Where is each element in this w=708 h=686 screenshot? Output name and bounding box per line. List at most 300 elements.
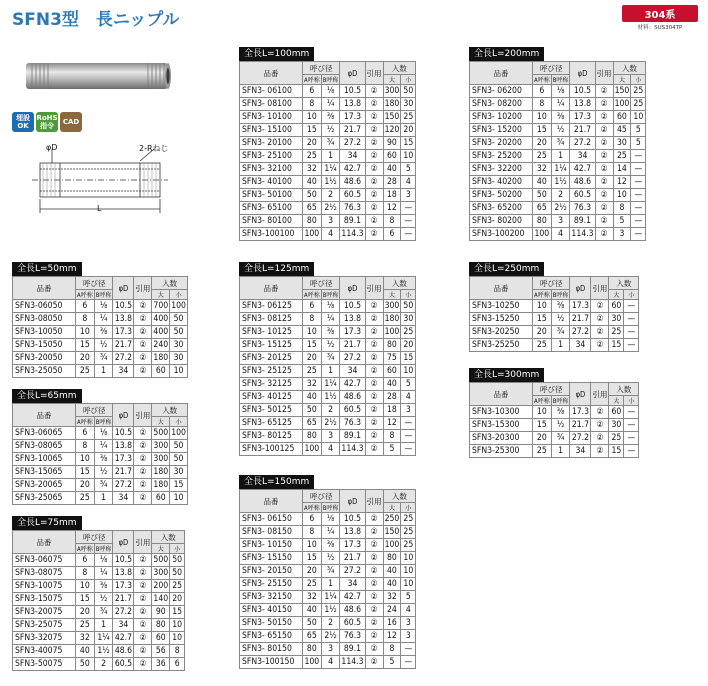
cell-diameter: 34 bbox=[340, 578, 365, 591]
material-badge bbox=[622, 5, 698, 31]
cell-qty-small: 25 bbox=[401, 111, 416, 124]
cell-b-size: ⅛ bbox=[94, 554, 113, 567]
cell-reference: ② bbox=[591, 432, 609, 445]
header-b-size: B呼称 bbox=[551, 396, 570, 406]
table-row bbox=[470, 326, 639, 339]
table-title: 全長L=300mm bbox=[469, 368, 544, 382]
cell-part-number: SFN3-06050 bbox=[13, 300, 76, 313]
spec-table-block bbox=[12, 510, 185, 671]
cell-diameter: 21.7 bbox=[570, 124, 595, 137]
cell-diameter: 34 bbox=[570, 150, 595, 163]
table-row bbox=[240, 526, 416, 539]
cell-part-number: SFN3-25250 bbox=[470, 339, 533, 352]
cell-diameter: 10.5 bbox=[340, 85, 365, 98]
cell-a-size: 15 bbox=[303, 124, 322, 137]
cell-part-number: SFN3-20050 bbox=[13, 352, 76, 365]
cell-qty-small: 20 bbox=[401, 124, 416, 137]
header-reference: 引用 bbox=[365, 490, 383, 513]
cell-part-number: SFN3- 32100 bbox=[240, 163, 303, 176]
cell-qty-small: 5 bbox=[401, 163, 416, 176]
cell-diameter: 34 bbox=[340, 365, 365, 378]
header-diameter: φD bbox=[570, 277, 591, 300]
cell-qty-small: — bbox=[624, 406, 639, 419]
cell-b-size: ⅜ bbox=[321, 326, 340, 339]
cell-b-size: 1½ bbox=[321, 604, 340, 617]
header-qty-small: 小 bbox=[170, 544, 185, 554]
cell-a-size: 20 bbox=[76, 352, 95, 365]
cell-qty-large: 5 bbox=[383, 443, 401, 456]
cell-a-size: 25 bbox=[303, 578, 322, 591]
spec-table-block bbox=[12, 256, 188, 378]
cell-a-size: 20 bbox=[533, 432, 552, 445]
cell-reference: ② bbox=[365, 443, 383, 456]
cell-qty-large: 100 bbox=[384, 540, 400, 550]
cell-a-size: 6 bbox=[533, 85, 552, 98]
cell-part-number: SFN3- 15125 bbox=[240, 339, 303, 352]
header-a-size: A呼称 bbox=[76, 544, 95, 554]
cell-diameter: 76.3 bbox=[340, 630, 365, 643]
cell-qty-large: 200 bbox=[153, 581, 169, 591]
cell-reference: ② bbox=[595, 202, 613, 215]
cell-part-number: SFN3-100150 bbox=[240, 656, 303, 669]
cell-part-number: SFN3- 10150 bbox=[240, 539, 303, 552]
cell-qty-large: 30 bbox=[613, 137, 631, 150]
cell-qty-small: 10 bbox=[401, 150, 416, 163]
header-a-size: A呼称 bbox=[303, 75, 322, 85]
cell-qty-small: — bbox=[401, 202, 416, 215]
cell-b-size: 2 bbox=[321, 189, 340, 202]
cell-qty-small: 10 bbox=[170, 492, 188, 505]
header-qty-small: 小 bbox=[170, 417, 188, 427]
cell-a-size: 20 bbox=[533, 326, 552, 339]
table-row bbox=[240, 513, 416, 526]
cell-diameter: 42.7 bbox=[340, 378, 365, 391]
cell-part-number: SFN3- 10100 bbox=[240, 111, 303, 124]
cell-qty-small: 20 bbox=[170, 593, 185, 606]
diameter-label: φD bbox=[46, 143, 58, 152]
cell-reference: ② bbox=[134, 593, 152, 606]
cell-a-size: 15 bbox=[533, 419, 552, 432]
cell-reference: ② bbox=[365, 643, 383, 656]
cell-a-size: 20 bbox=[303, 565, 322, 578]
cell-qty-small: 4 bbox=[401, 604, 416, 617]
header-quantity: 入数 bbox=[152, 404, 188, 417]
cell-diameter: 114.3 bbox=[341, 229, 364, 239]
cell-qty-large: 8 bbox=[383, 643, 401, 656]
cell-qty-large: 25 bbox=[613, 150, 631, 163]
cell-b-size: ¾ bbox=[94, 479, 113, 492]
cell-qty-small: 50 bbox=[170, 453, 188, 466]
table-row bbox=[240, 391, 416, 404]
cell-reference: ② bbox=[365, 630, 383, 643]
spec-table bbox=[12, 403, 188, 505]
cell-part-number: SFN3- 08150 bbox=[240, 526, 303, 539]
cell-a-size: 25 bbox=[303, 365, 322, 378]
table-row bbox=[13, 632, 185, 645]
table-row bbox=[470, 85, 646, 98]
table-row bbox=[470, 137, 646, 150]
table-row bbox=[240, 176, 416, 189]
cell-a-size: 20 bbox=[76, 606, 95, 619]
cell-part-number: SFN3- 15100 bbox=[240, 124, 303, 137]
cell-b-size: 2½ bbox=[321, 417, 340, 430]
cell-part-number: SFN3-08075 bbox=[13, 567, 76, 580]
cell-b-size: ¾ bbox=[551, 326, 570, 339]
cell-reference: ② bbox=[595, 176, 613, 189]
cell-reference: ② bbox=[365, 98, 383, 111]
cell-b-size: ⅛ bbox=[321, 85, 340, 98]
cell-qty-small: 25 bbox=[631, 98, 646, 111]
header-part-number: 品番 bbox=[13, 404, 76, 427]
cell-part-number: SFN3-08050 bbox=[13, 313, 76, 326]
header-part-number: 品番 bbox=[470, 383, 533, 406]
table-row bbox=[13, 339, 188, 352]
cell-qty-small: 4 bbox=[401, 391, 416, 404]
table-row bbox=[13, 580, 185, 593]
cell-reference: ② bbox=[365, 513, 383, 526]
cell-b-size: 2½ bbox=[321, 630, 340, 643]
header-part-number: 品番 bbox=[13, 277, 76, 300]
cell-qty-large: 240 bbox=[153, 340, 169, 350]
cell-qty-small: 25 bbox=[170, 580, 185, 593]
cell-reference: ② bbox=[365, 591, 383, 604]
cell-qty-large: 300 bbox=[384, 301, 400, 311]
cell-a-size: 8 bbox=[303, 98, 322, 111]
table-row bbox=[240, 539, 416, 552]
cell-qty-small: 50 bbox=[170, 326, 188, 339]
cell-qty-small: — bbox=[624, 419, 639, 432]
cell-qty-large: 300 bbox=[153, 568, 169, 578]
cell-part-number: SFN3-32075 bbox=[13, 632, 76, 645]
cell-part-number: SFN3-100200 bbox=[470, 228, 533, 241]
cell-qty-small: 3 bbox=[401, 189, 416, 202]
header-b-size: B呼称 bbox=[551, 75, 570, 85]
cell-qty-small: — bbox=[624, 300, 639, 313]
cell-b-size: ¾ bbox=[321, 352, 340, 365]
table-row bbox=[240, 150, 416, 163]
header-qty-large: 大 bbox=[152, 544, 170, 554]
table-title: 全長L=65mm bbox=[12, 389, 82, 403]
cell-a-size: 6 bbox=[76, 300, 95, 313]
cell-qty-small: 50 bbox=[170, 440, 188, 453]
cell-a-size: 25 bbox=[533, 445, 552, 458]
cell-diameter: 27.2 bbox=[340, 565, 365, 578]
header-quantity: 入数 bbox=[383, 490, 416, 503]
cell-qty-small: — bbox=[624, 445, 639, 458]
cell-a-size: 32 bbox=[303, 163, 322, 176]
header-nominal-size: 呼び径 bbox=[76, 531, 113, 544]
cell-reference: ② bbox=[595, 228, 613, 241]
cell-qty-small: 30 bbox=[401, 98, 416, 111]
table-row bbox=[470, 202, 646, 215]
cell-reference: ② bbox=[134, 606, 152, 619]
cell-qty-large: 6 bbox=[383, 228, 401, 241]
table-row bbox=[470, 163, 646, 176]
cell-part-number: SFN3- 20100 bbox=[240, 137, 303, 150]
table-row bbox=[470, 445, 639, 458]
cell-qty-small: 30 bbox=[170, 352, 188, 365]
cell-b-size: ½ bbox=[551, 124, 570, 137]
cell-part-number: SFN3-20300 bbox=[470, 432, 533, 445]
table-row bbox=[240, 378, 416, 391]
cell-b-size: 1½ bbox=[94, 645, 113, 658]
cell-reference: ② bbox=[365, 378, 383, 391]
header-reference: 引用 bbox=[134, 531, 152, 554]
header-reference: 引用 bbox=[591, 277, 609, 300]
cell-qty-small: — bbox=[401, 228, 416, 241]
cell-qty-small: — bbox=[401, 215, 416, 228]
cell-qty-small: 25 bbox=[631, 85, 646, 98]
cell-a-size: 6 bbox=[76, 427, 95, 440]
cell-diameter: 76.3 bbox=[570, 202, 595, 215]
header-nominal-size: 呼び径 bbox=[303, 490, 340, 503]
cell-a-size: 80 bbox=[303, 215, 322, 228]
cell-qty-large: 60 bbox=[152, 492, 170, 505]
cell-reference: ② bbox=[365, 228, 383, 241]
cell-diameter: 114.3 bbox=[341, 657, 364, 667]
nipple-photo bbox=[22, 55, 172, 95]
material-grade: 304系 bbox=[622, 5, 698, 22]
cell-b-size: 1 bbox=[321, 578, 340, 591]
rohs-icon: RoHS 指令 bbox=[36, 114, 58, 130]
cell-qty-small: 20 bbox=[401, 339, 416, 352]
cell-a-size: 20 bbox=[76, 479, 95, 492]
table-row bbox=[13, 593, 185, 606]
table-row bbox=[240, 617, 416, 630]
cell-b-size: 2 bbox=[321, 404, 340, 417]
cell-diameter: 13.8 bbox=[114, 568, 133, 578]
cell-reference: ② bbox=[365, 417, 383, 430]
cell-qty-small: 50 bbox=[401, 300, 416, 313]
cell-qty-large: 3 bbox=[613, 228, 631, 241]
cell-reference: ② bbox=[365, 137, 383, 150]
cell-diameter: 21.7 bbox=[114, 594, 133, 604]
cell-reference: ② bbox=[595, 98, 613, 111]
cell-b-size: ⅜ bbox=[94, 580, 113, 593]
cell-b-size: 3 bbox=[551, 215, 570, 228]
cell-a-size: 10 bbox=[76, 453, 95, 466]
cell-a-size: 32 bbox=[303, 591, 322, 604]
cell-qty-small: 10 bbox=[170, 632, 185, 645]
cell-diameter: 34 bbox=[570, 445, 591, 458]
cell-qty-small: 5 bbox=[401, 591, 416, 604]
cell-part-number: SFN3- 80100 bbox=[240, 215, 303, 228]
cell-b-size: 1 bbox=[551, 150, 570, 163]
cell-b-size: 2½ bbox=[321, 202, 340, 215]
cell-qty-large: 12 bbox=[383, 417, 401, 430]
cell-qty-large: 400 bbox=[153, 314, 169, 324]
header-quantity: 入数 bbox=[609, 277, 639, 290]
cell-qty-large: 30 bbox=[609, 313, 624, 326]
cell-diameter: 10.5 bbox=[114, 555, 133, 565]
cell-qty-small: 15 bbox=[170, 479, 188, 492]
cell-reference: ② bbox=[134, 440, 152, 453]
cell-part-number: SFN3- 65200 bbox=[470, 202, 533, 215]
cell-reference: ② bbox=[365, 150, 383, 163]
cell-qty-large: 30 bbox=[609, 419, 624, 432]
cell-a-size: 15 bbox=[303, 552, 322, 565]
header-quantity: 入数 bbox=[152, 277, 188, 290]
cell-b-size: ¾ bbox=[551, 432, 570, 445]
cell-reference: ② bbox=[365, 163, 383, 176]
cell-part-number: SFN3- 20150 bbox=[240, 565, 303, 578]
cell-part-number: SFN3- 65125 bbox=[240, 417, 303, 430]
cell-b-size: ¼ bbox=[94, 440, 113, 453]
cell-qty-large: 700 bbox=[153, 301, 169, 311]
cell-reference: ② bbox=[134, 313, 152, 326]
cell-part-number: SFN3-15065 bbox=[13, 466, 76, 479]
table-row bbox=[240, 98, 416, 111]
cell-a-size: 32 bbox=[533, 163, 552, 176]
cell-part-number: SFN3- 40125 bbox=[240, 391, 303, 404]
cell-diameter: 48.6 bbox=[340, 176, 365, 189]
cell-qty-small: — bbox=[401, 417, 416, 430]
cell-part-number: SFN3- 10200 bbox=[470, 111, 533, 124]
cell-qty-large: 80 bbox=[152, 619, 170, 632]
cell-reference: ② bbox=[134, 580, 152, 593]
cell-qty-large: 180 bbox=[153, 480, 169, 490]
cell-part-number: SFN3-06065 bbox=[13, 427, 76, 440]
cell-b-size: ½ bbox=[321, 339, 340, 352]
cell-qty-small: 10 bbox=[401, 552, 416, 565]
cell-diameter: 10.5 bbox=[114, 428, 133, 438]
cell-part-number: SFN3- 80200 bbox=[470, 215, 533, 228]
cell-qty-small: 10 bbox=[401, 365, 416, 378]
cell-b-size: 1¼ bbox=[94, 632, 113, 645]
cell-diameter: 10.5 bbox=[570, 85, 595, 98]
cell-a-size: 10 bbox=[303, 326, 322, 339]
cell-diameter: 89.1 bbox=[340, 215, 365, 228]
table-row bbox=[240, 85, 416, 98]
cell-diameter: 13.8 bbox=[340, 526, 365, 539]
cell-b-size: ⅛ bbox=[94, 427, 113, 440]
cell-qty-small: 25 bbox=[401, 526, 416, 539]
header-quantity: 入数 bbox=[152, 531, 185, 544]
table-row bbox=[470, 98, 646, 111]
spec-table bbox=[469, 61, 646, 241]
cell-b-size: 1¼ bbox=[551, 163, 570, 176]
cell-diameter: 13.8 bbox=[570, 98, 595, 111]
header-qty-small: 小 bbox=[401, 503, 416, 513]
table-row bbox=[240, 300, 416, 313]
cell-reference: ② bbox=[134, 492, 152, 505]
cell-a-size: 65 bbox=[533, 202, 552, 215]
header-b-size: B呼称 bbox=[94, 417, 113, 427]
cell-diameter: 42.7 bbox=[114, 633, 133, 643]
cell-diameter: 17.3 bbox=[570, 111, 595, 124]
cell-a-size: 25 bbox=[533, 339, 552, 352]
cell-qty-large: 180 bbox=[153, 353, 169, 363]
cell-a-size: 8 bbox=[303, 526, 322, 539]
header-part-number: 品番 bbox=[470, 277, 533, 300]
cell-diameter: 48.6 bbox=[570, 176, 595, 189]
header-a-size: A呼称 bbox=[76, 417, 95, 427]
cell-qty-small: — bbox=[631, 228, 646, 241]
table-row bbox=[13, 453, 188, 466]
cell-a-size: 10 bbox=[533, 111, 552, 124]
cell-a-size: 15 bbox=[533, 313, 552, 326]
table-row bbox=[470, 432, 639, 445]
table-row bbox=[240, 313, 416, 326]
spec-table-block bbox=[239, 256, 416, 456]
header-b-size: B呼称 bbox=[94, 290, 113, 300]
cell-qty-large: 40 bbox=[383, 565, 401, 578]
cell-qty-large: 90 bbox=[383, 137, 401, 150]
cell-b-size: 2½ bbox=[551, 202, 570, 215]
table-row bbox=[240, 124, 416, 137]
header-diameter: φD bbox=[340, 62, 365, 85]
cell-part-number: SFN3- 32150 bbox=[240, 591, 303, 604]
cell-reference: ② bbox=[595, 137, 613, 150]
cell-reference: ② bbox=[365, 339, 383, 352]
cell-reference: ② bbox=[134, 453, 152, 466]
cell-diameter: 21.7 bbox=[340, 124, 365, 137]
cell-a-size: 8 bbox=[76, 567, 95, 580]
cell-diameter: 21.7 bbox=[571, 314, 590, 324]
cell-b-size: ¾ bbox=[94, 352, 113, 365]
cell-qty-large: 28 bbox=[383, 176, 401, 189]
cell-reference: ② bbox=[595, 111, 613, 124]
table-row bbox=[240, 111, 416, 124]
cell-b-size: 1 bbox=[94, 492, 113, 505]
table-row bbox=[13, 466, 188, 479]
cell-qty-small: 4 bbox=[401, 176, 416, 189]
table-row bbox=[240, 215, 416, 228]
header-nominal-size: 呼び径 bbox=[533, 62, 570, 75]
cell-reference: ② bbox=[591, 326, 609, 339]
cell-diameter: 10.5 bbox=[340, 513, 365, 526]
cell-reference: ② bbox=[365, 565, 383, 578]
cell-diameter: 17.3 bbox=[340, 326, 365, 339]
table-row bbox=[470, 228, 646, 241]
cell-reference: ② bbox=[595, 85, 613, 98]
header-part-number: 品番 bbox=[240, 277, 303, 300]
cell-qty-large: 120 bbox=[384, 125, 400, 135]
cell-b-size: ¼ bbox=[94, 313, 113, 326]
cell-diameter: 60.5 bbox=[340, 404, 365, 417]
cell-qty-small: — bbox=[624, 313, 639, 326]
table-row bbox=[13, 479, 188, 492]
cell-diameter: 76.3 bbox=[340, 417, 365, 430]
cell-part-number: SFN3- 40200 bbox=[470, 176, 533, 189]
cell-qty-large: 500 bbox=[153, 555, 169, 565]
cell-qty-small: 50 bbox=[401, 85, 416, 98]
spec-table-block bbox=[469, 362, 639, 458]
cell-b-size: 3 bbox=[321, 430, 340, 443]
cell-diameter: 13.8 bbox=[340, 313, 365, 326]
cell-b-size: ¾ bbox=[321, 565, 340, 578]
cell-part-number: SFN3-100100 bbox=[240, 228, 303, 241]
header-a-size: A呼称 bbox=[533, 290, 552, 300]
cell-part-number: SFN3-10300 bbox=[470, 406, 533, 419]
cell-part-number: SFN3-15075 bbox=[13, 593, 76, 606]
cell-diameter: 10.5 bbox=[114, 301, 133, 311]
cell-b-size: ½ bbox=[94, 466, 113, 479]
cell-a-size: 100 bbox=[304, 444, 320, 454]
cell-part-number: SFN3- 40150 bbox=[240, 604, 303, 617]
cell-qty-small: 10 bbox=[631, 111, 646, 124]
cell-part-number: SFN3- 50200 bbox=[470, 189, 533, 202]
cell-reference: ② bbox=[365, 526, 383, 539]
header-b-size: B呼称 bbox=[321, 290, 340, 300]
cell-diameter: 34 bbox=[570, 339, 591, 352]
cell-a-size: 20 bbox=[303, 352, 322, 365]
length-label: L bbox=[97, 204, 102, 213]
cell-b-size: 4 bbox=[551, 228, 570, 241]
header-diameter: φD bbox=[570, 62, 595, 85]
table-row bbox=[470, 176, 646, 189]
cell-qty-large: 180 bbox=[384, 99, 400, 109]
